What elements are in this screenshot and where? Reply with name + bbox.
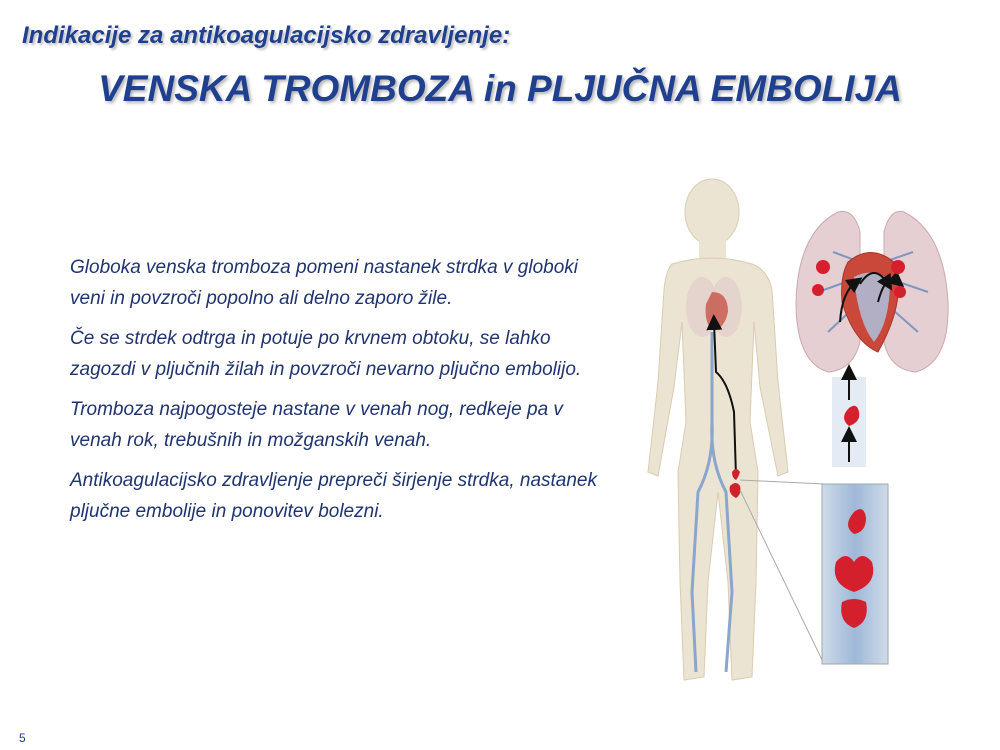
human-body-silhouette-icon bbox=[648, 179, 824, 680]
slide-number: 5 bbox=[19, 731, 26, 745]
slide-title: VENSKA TROMBOZA in PLJUČNA EMBOLIJA bbox=[98, 68, 902, 109]
body-text bbox=[70, 252, 610, 536]
lungs-and-heart-icon bbox=[796, 211, 948, 372]
paragraph-embolism: Če se strdek odtrga in potuje po krvnem obtoku, se lahko zagozdi v pljučnih žilah in povzroči nevarno pljučno embolijo. bbox=[70, 328, 582, 380]
vein-cross-section-icon bbox=[822, 484, 888, 664]
paragraph-dvt-definition: Globoka venska tromboza pomeni nastanek strdka v globoki veni in povzroči popolno ali delno zaporo žile. bbox=[70, 257, 578, 309]
paragraph-treatment: Antikoagulacijsko zdravljenje prepreči širjenje strdka, nastanek pljučne embolije in ponovitev bolezni. bbox=[70, 470, 597, 522]
blood-clot-icon bbox=[832, 372, 866, 467]
paragraph-locations: Tromboza najpogosteje nastane v venah nog, redkeje pa v venah rok, trebušnih in možganskih venah. bbox=[70, 399, 563, 451]
slide-subtitle: Indikacije za antikoagulacijsko zdravljenje: bbox=[22, 22, 511, 49]
thrombosis-illustration bbox=[628, 172, 990, 692]
